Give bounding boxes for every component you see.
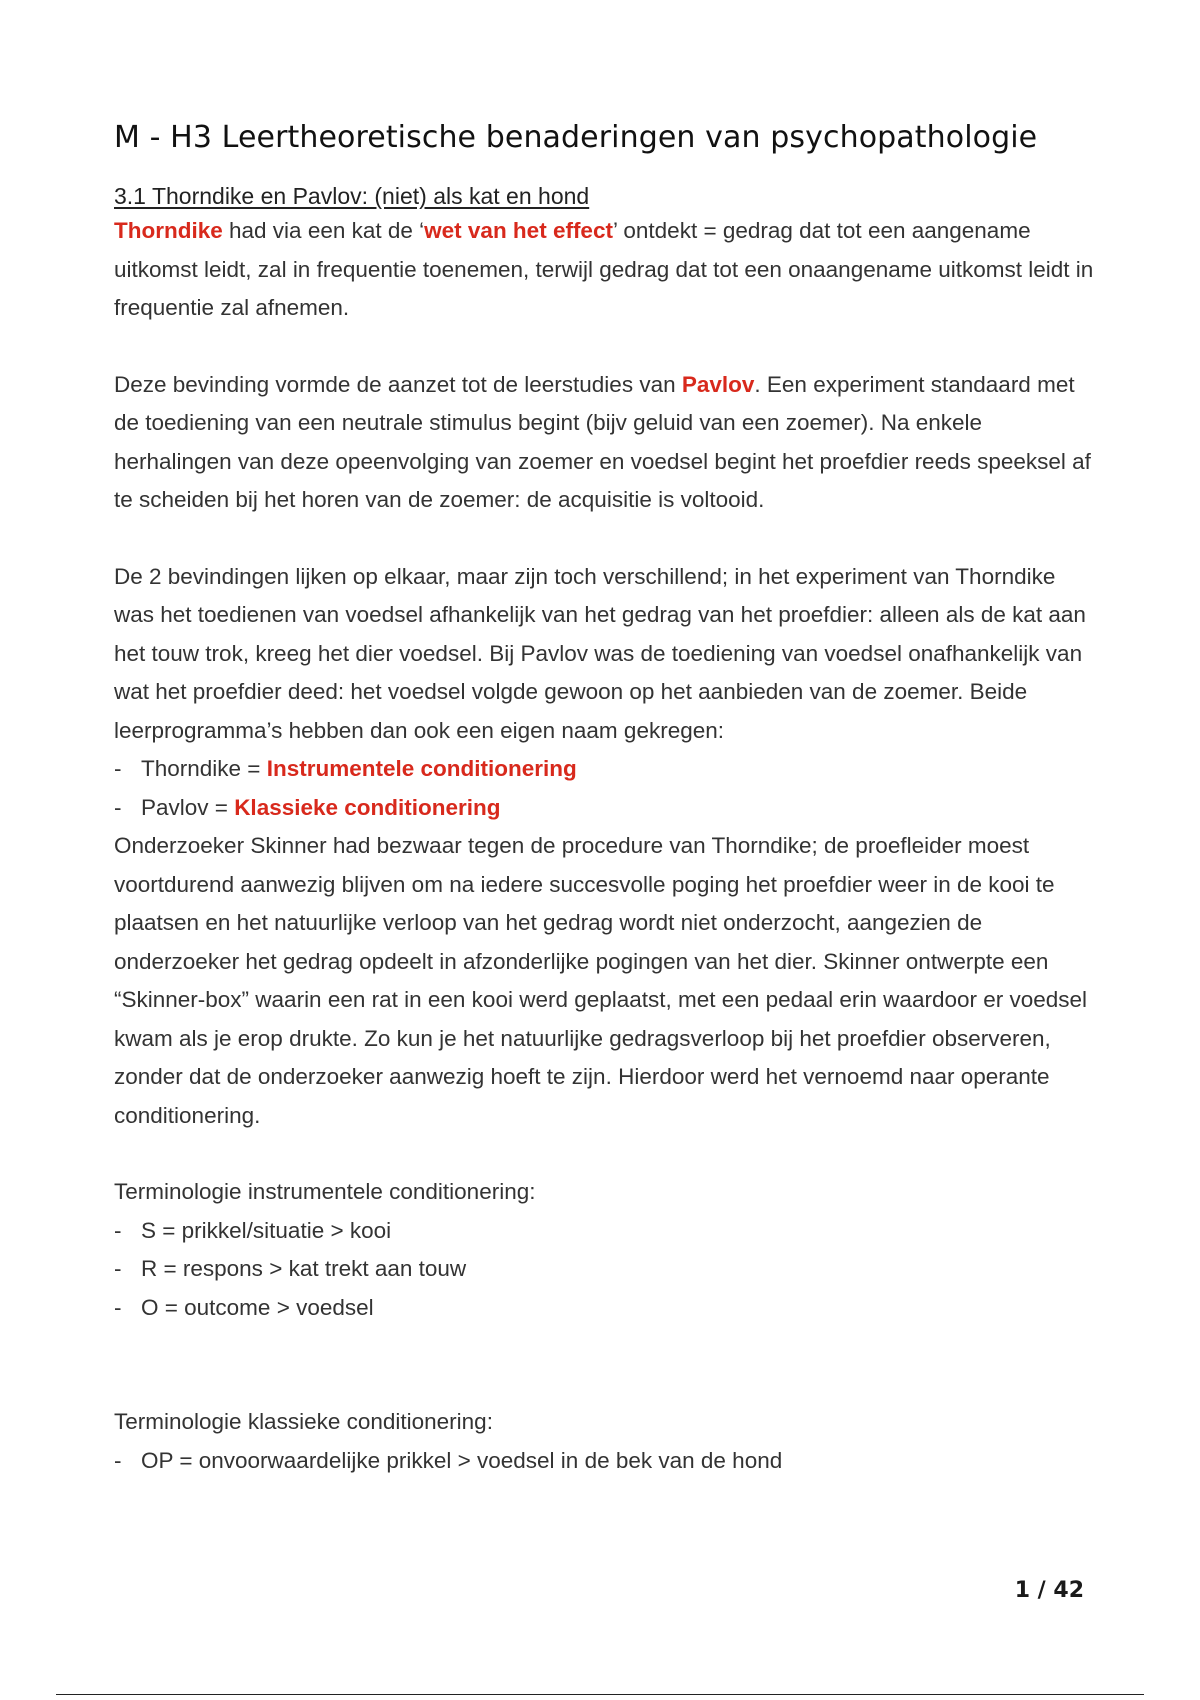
page-title: M - H3 Leertheoretische benaderingen van psychopathologie <box>114 120 1038 155</box>
instrumental-terms-list <box>114 1212 1094 1328</box>
para1-text-2: ’ ontdekt = gedrag dat tot een aangename uitkomst leidt, zal in frequentie toenemen, terwijl gedrag dat tot een onaangename uitkomst leidt in frequentie zal afnemen. <box>114 218 1094 320</box>
document-page <box>114 100 1094 1480</box>
list-item-label: Pavlov = <box>141 794 235 820</box>
list-item-label: Thorndike = <box>141 756 267 781</box>
paragraph-comparison: De 2 bevindingen lijken op elkaar, maar zijn toch verschillend; in het experiment van Thorndike was het toedienen van voedsel afhankelijk van het gedrag van het proefdier: alleen als de kat aan het touw trok, kreeg het dier voedsel. Bij Pavlov was de toediening van voedsel onafhankelijk van wat het proefdier deed: het voedsel volgde gewoon op het aanbieden van de zoemer. Beide leerprogramma’s hebben dan ook een eigen naam gekregen: <box>114 563 1086 743</box>
conditioning-list <box>114 750 1094 827</box>
para2-text-2: . Een experiment standaard met de toediening van een neutrale stimulus begint (bijv geluid van een zoemer). Na enkele herhalingen van deze opeenvolging van zoemer en voedsel begint het proefdier reeds speeksel af te scheiden bij het horen van de zoemer: de acquisitie is voltooid. <box>114 371 1091 512</box>
highlight-pavlov: Pavlov <box>681 371 755 397</box>
list-item <box>114 789 1094 828</box>
list-item: - R = respons > kat trekt aan touw <box>114 1250 1094 1289</box>
para1-text-1: had via een kat de ‘ <box>222 218 425 243</box>
para2-text-1: Deze bevinding vormde de aanzet tot de leerstudies van <box>114 371 682 397</box>
list-item <box>114 750 1094 789</box>
paragraph-thorndike <box>114 212 1094 328</box>
paragraph-pavlov <box>114 366 1094 520</box>
highlight-instrumentele-conditionering: Instrumentele conditionering <box>266 756 577 781</box>
spacer <box>114 520 1094 558</box>
highlight-thorndike: Thorndike <box>114 218 223 243</box>
list-item: - O = outcome > voedsel <box>114 1289 1094 1328</box>
list-item: - S = prikkel/situatie > kooi <box>114 1212 1094 1251</box>
spacer <box>114 328 1094 366</box>
spacer <box>114 1327 1094 1403</box>
classical-terms-heading: Terminologie klassieke conditionering: <box>114 1409 493 1434</box>
bottom-divider <box>56 1694 1144 1695</box>
instrumental-terms-heading: Terminologie instrumentele conditionering: <box>114 1179 536 1204</box>
list-item: - OP = onvoorwaardelijke prikkel > voedsel in de bek van de hond <box>114 1442 1094 1481</box>
page-number: 1 / 42 <box>1014 1578 1084 1603</box>
highlight-wet-van-het-effect: wet van het effect <box>424 218 613 243</box>
section-heading: 3.1 Thorndike en Pavlov: (niet) als kat en hond <box>114 183 590 209</box>
spacer <box>114 1135 1094 1173</box>
classical-terms-list <box>114 1442 1094 1481</box>
paragraph-skinner: Onderzoeker Skinner had bezwaar tegen de procedure van Thorndike; de proefleider moest voortdurend aanwezig blijven om na iedere succesvolle poging het proefdier weer in de kooi te plaatsen en het natuurlijke verloop van het gedrag wordt niet onderzocht, aangezien de onderzoeker het gedrag opdeelt in afzonderlijke pogingen van het dier. Skinner ontwerpte een “Skinner-box” waarin een rat in een kooi werd geplaatst, met een pedaal erin waardoor er voedsel kwam als je erop drukte. Zo kun je het natuurlijke gedragsverloop bij het proefdier observeren, zonder dat de onderzoeker aanwezig hoeft te zijn. Hierdoor werd het vernoemd naar operante conditionering. <box>114 833 1088 1128</box>
highlight-klassieke-conditionering: Klassieke conditionering <box>234 794 501 820</box>
